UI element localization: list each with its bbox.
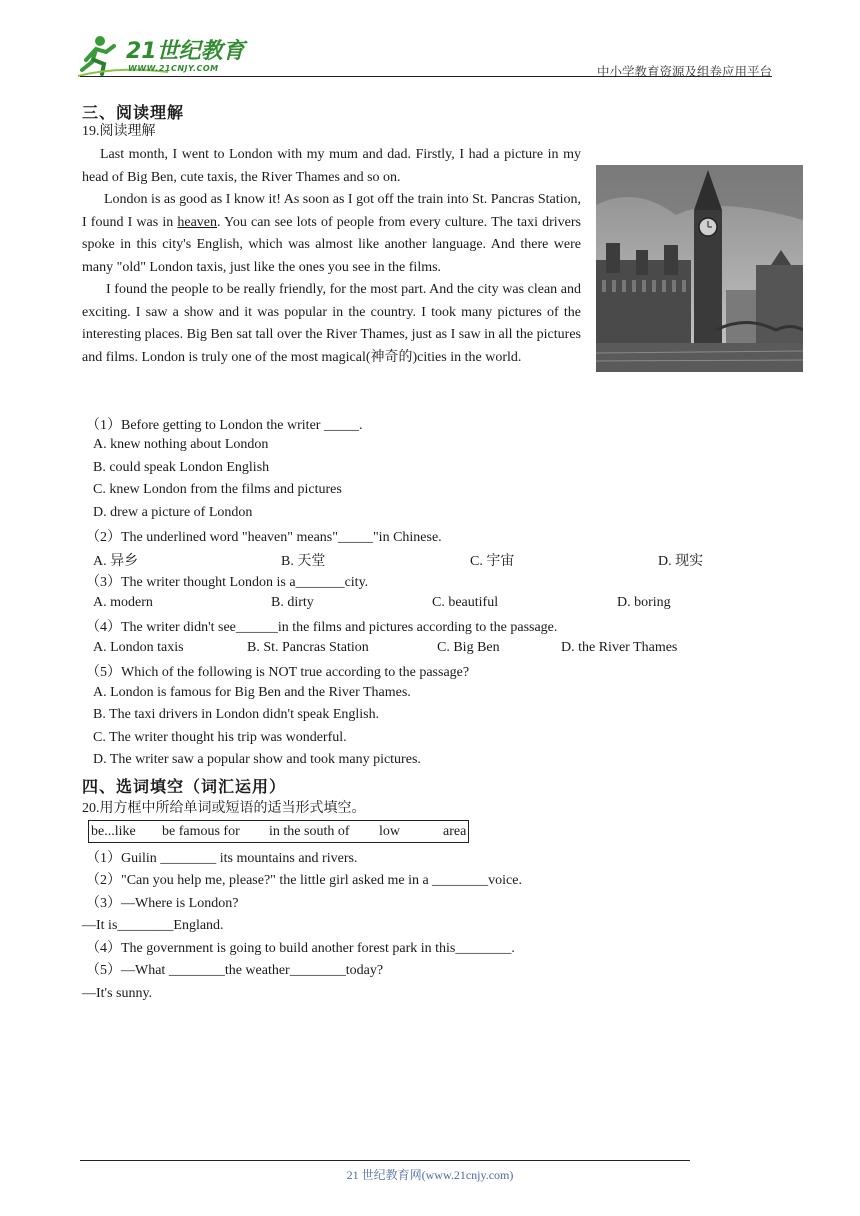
option-19-5-b[interactable]: B. The taxi drivers in London didn't speak English. [93, 707, 380, 722]
big-ben-photo [596, 165, 803, 372]
option-19-1-a[interactable]: A. knew nothing about London [93, 437, 269, 452]
question-19-1-stem: （1）Before getting to London the writer _____. [86, 418, 363, 433]
passage-text: London is as good as I know it! As soon as I got off the train into St. Pancras Station, I found I was in [82, 192, 581, 230]
option-19-3-d[interactable]: D. boring [617, 595, 671, 610]
question-label-19: 19.阅读理解 [82, 124, 156, 139]
fill-line-4[interactable]: （4）The government is going to build another forest park in this________. [86, 941, 515, 956]
fill-line-1[interactable]: （1）Guilin ________ its mountains and rivers. [86, 851, 358, 866]
fill-line-2[interactable]: （2）"Can you help me, please?" the little girl asked me in a ________voice. [86, 873, 522, 888]
question-19-5-stem: （5）Which of the following is NOT true according to the passage? [86, 665, 470, 680]
fill-line-5[interactable]: （5）—What ________the weather________today? [86, 963, 384, 978]
option-19-1-b[interactable]: B. could speak London English [93, 460, 270, 475]
section-title-vocabulary: 四、选词填空（词汇运用） [82, 779, 287, 796]
question-19-2-stem: （2）The underlined word "heaven" means"_____"in Chinese. [86, 530, 442, 545]
logo-text: 21世纪教育 [126, 39, 245, 64]
option-19-3-b[interactable]: B. dirty [271, 595, 314, 610]
passage-paragraph-2 [82, 189, 581, 279]
option-19-2-c[interactable]: C. 宇宙 [470, 554, 515, 569]
passage-paragraph-1: Last month, I went to London with my mum and dad. Firstly, I had a picture in my head of Big Ben, cute taxis, the River Thames and so on. [82, 147, 581, 185]
underlined-word-heaven: heaven [177, 214, 218, 230]
option-19-5-c[interactable]: C. The writer thought his trip was wonderful. [93, 730, 347, 745]
option-19-2-a[interactable]: A. 异乡 [93, 554, 139, 569]
logo-url: WWW.21CNJY.COM [128, 64, 219, 73]
option-19-3-a[interactable]: A. modern [93, 595, 153, 610]
option-19-1-c[interactable]: C. knew London from the films and pictures [93, 482, 342, 497]
brand-logo [78, 32, 248, 80]
option-19-2-b[interactable]: B. 天堂 [281, 554, 326, 569]
footer-divider [80, 1160, 690, 1161]
option-19-2-d[interactable]: D. 现实 [658, 554, 704, 569]
option-19-3-c[interactable]: C. beautiful [432, 595, 499, 610]
option-19-1-d[interactable]: D. drew a picture of London [93, 505, 253, 520]
option-19-4-c[interactable]: C. Big Ben [437, 640, 500, 655]
question-label-20: 20.用方框中所给单词或短语的适当形式填空。 [82, 801, 366, 816]
platform-name: 中小学教育资源及组卷应用平台 [596, 65, 772, 79]
fill-line-3-answer[interactable]: —It is________England. [82, 918, 224, 933]
word-bank-item: be famous for [162, 824, 240, 839]
word-bank-item: in the south of [269, 824, 350, 839]
question-19-4-stem: （4）The writer didn't see______in the films and pictures according to the passage. [86, 620, 558, 635]
passage-text: . You can see lots of people from every culture. The taxi drivers spoke in this city's English, which was almost like another language. And there were many "old" London taxis, just like the ones you see in the films. [82, 214, 581, 275]
option-19-4-a[interactable]: A. London taxis [93, 640, 184, 655]
option-19-5-a[interactable]: A. London is famous for Big Ben and the River Thames. [93, 685, 411, 700]
footer-site[interactable]: 21 世纪教育网(www.21cnjy.com) [346, 1168, 514, 1182]
word-bank-item: area [443, 824, 467, 839]
fill-line-5-answer: —It's sunny. [82, 986, 153, 1001]
section-title-reading: 三、阅读理解 [82, 105, 185, 122]
word-bank-item: low [379, 824, 400, 839]
word-bank-box [88, 820, 469, 843]
option-19-4-d[interactable]: D. the River Thames [561, 640, 678, 655]
option-19-4-b[interactable]: B. St. Pancras Station [247, 640, 369, 655]
passage-paragraph-3: I found the people to be really friendly, for the most part. And the city was clean and exciting. I saw a show and it was popular in the country. I took many pictures of the interesting places. Big Ben sat tall over the River Thames, just as I saw in all the pictures and films. London is truly one of the most magical(神奇的)cities in the world. [82, 282, 581, 365]
fill-line-3: （3）—Where is London? [86, 896, 239, 911]
reading-passage [82, 144, 581, 369]
word-bank-item: be...like [91, 824, 136, 839]
header-divider [80, 76, 772, 77]
question-19-3-stem: （3）The writer thought London is a_______city. [86, 575, 369, 590]
option-19-5-d[interactable]: D. The writer saw a popular show and took many pictures. [93, 752, 421, 767]
